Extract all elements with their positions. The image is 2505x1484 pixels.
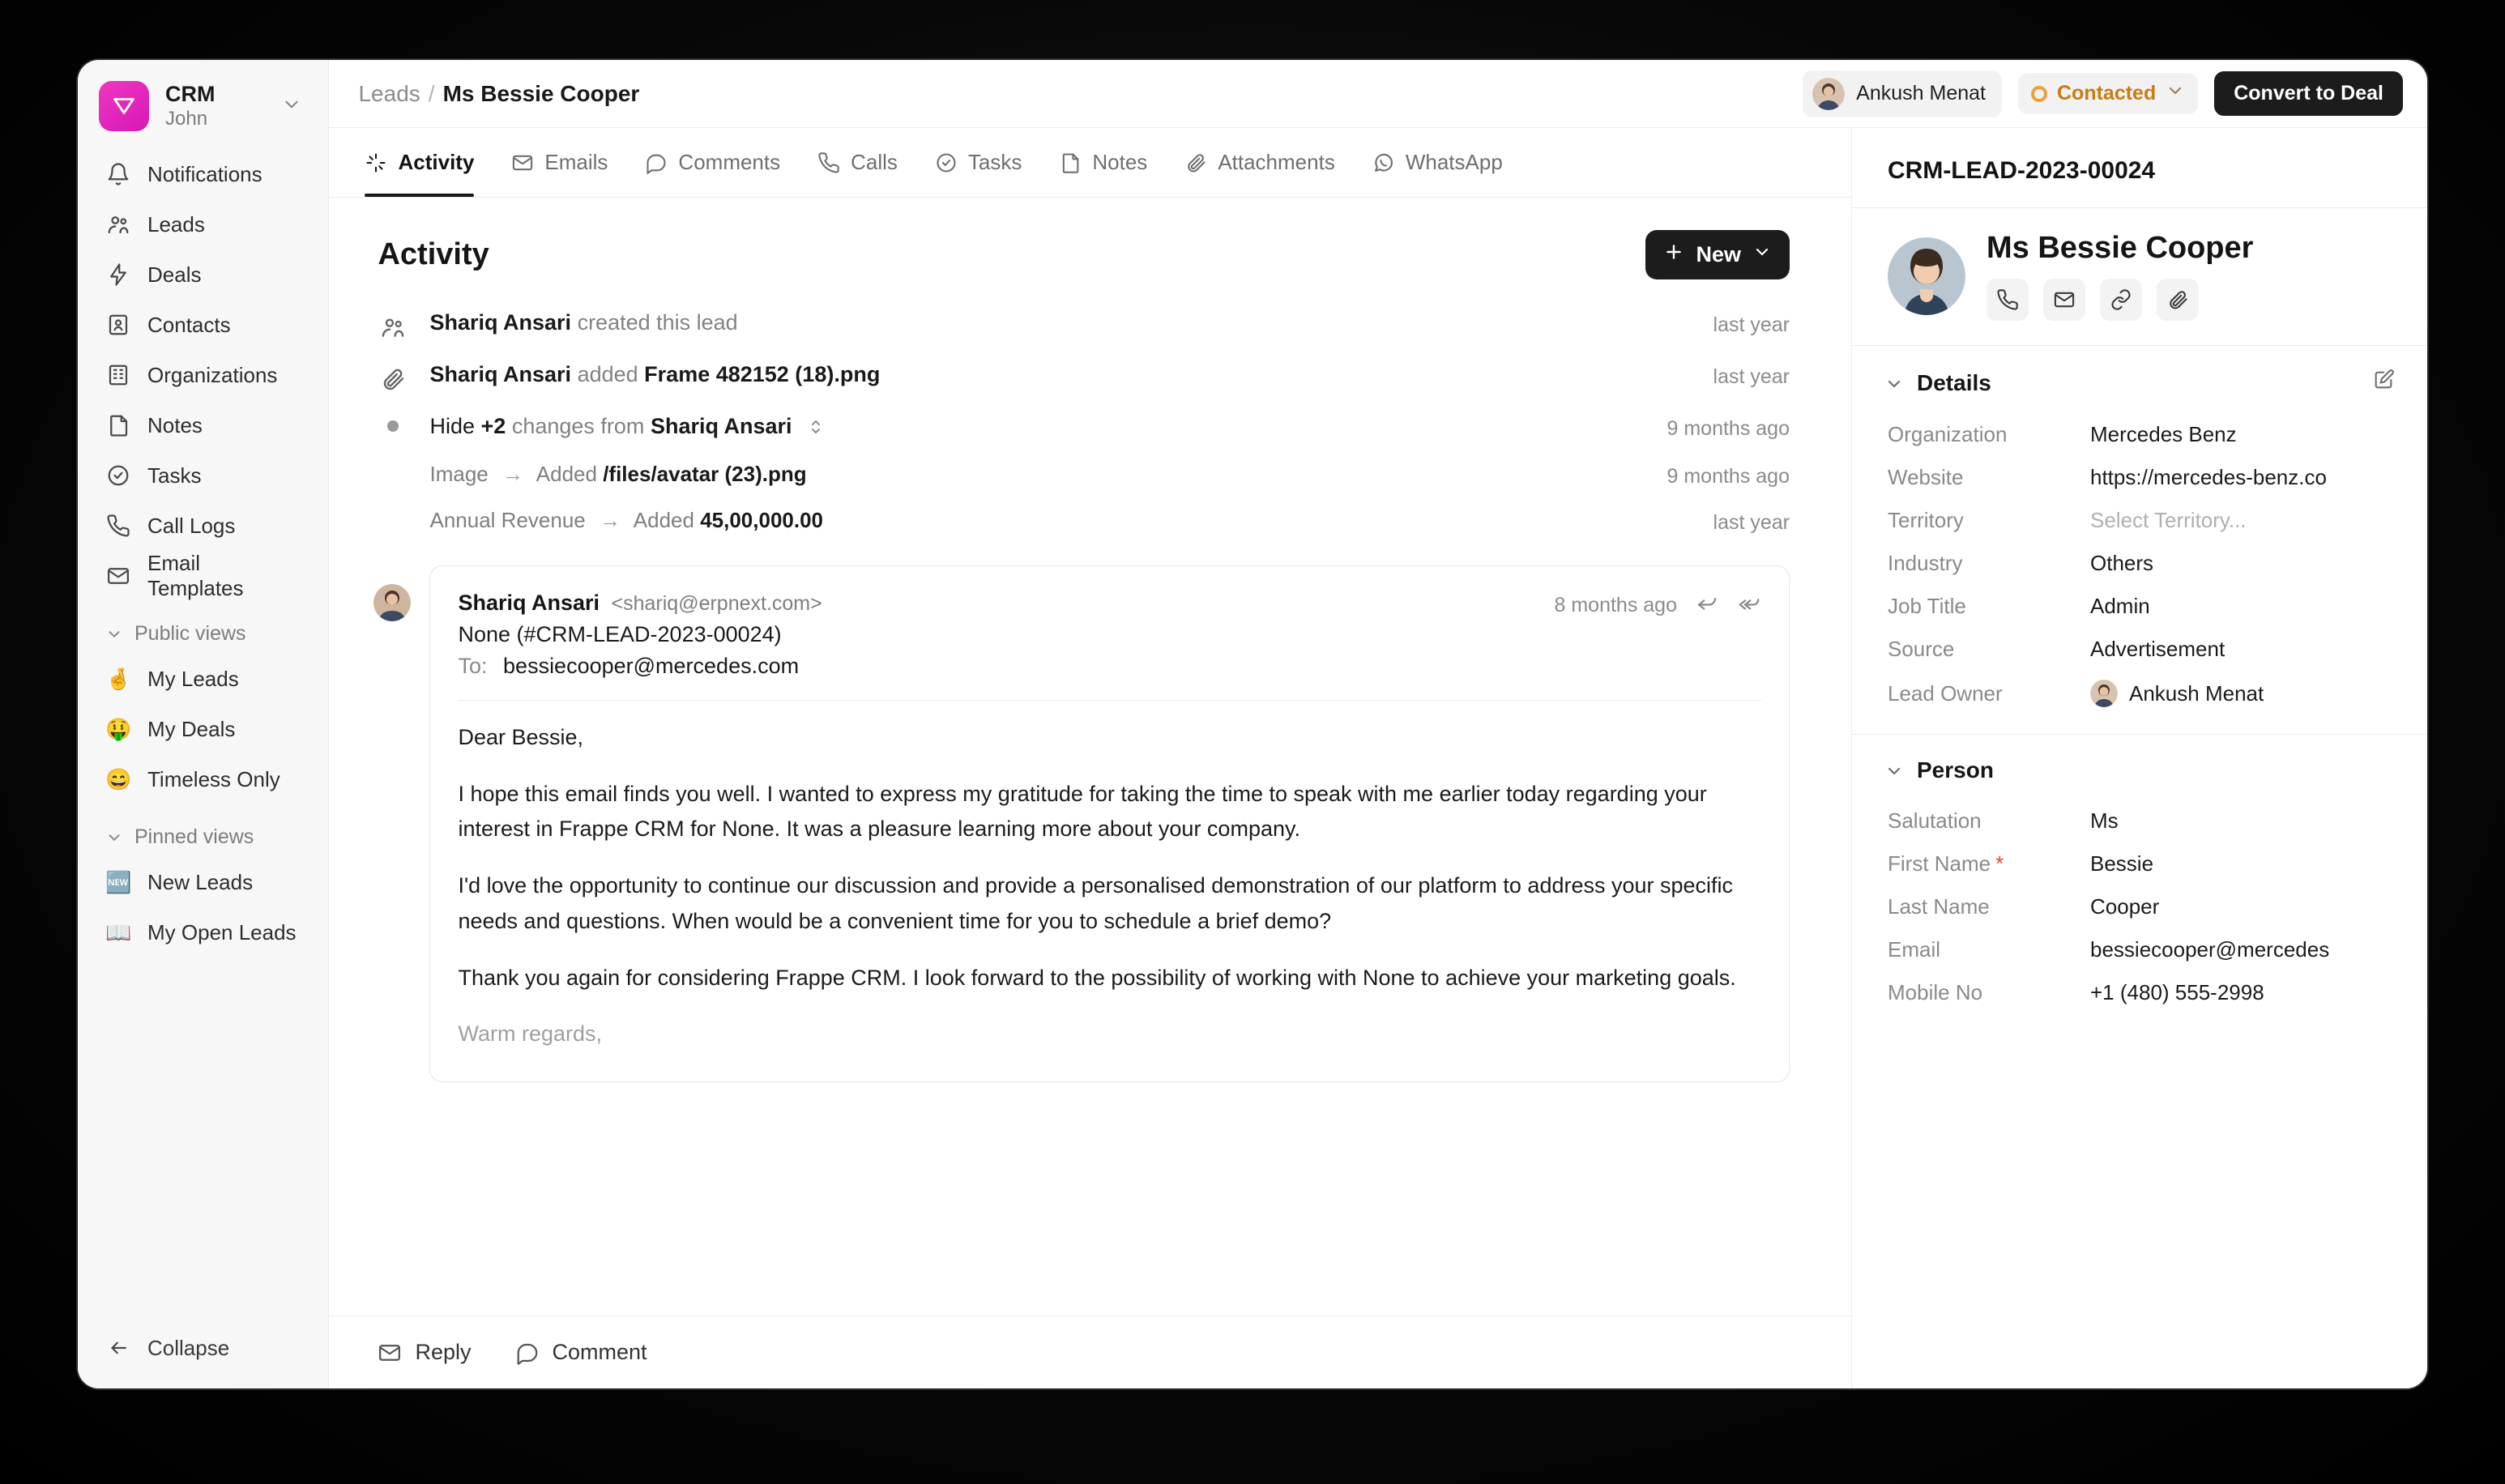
field-source[interactable] [1852,628,2427,671]
timeline-detail: Frame 482152 (18).png [644,362,881,386]
contact-icon [105,312,131,338]
tab-label: Calls [851,150,898,174]
tab-comments[interactable] [645,128,780,197]
timeline-actor: Shariq Ansari [429,362,572,386]
sidebar-public-views [78,654,328,804]
paperclip-icon [378,364,408,394]
collapse-sidebar-button[interactable] [78,1314,328,1388]
field-value: Mercedes Benz [2090,422,2237,446]
change-value: /files/avatar (23).png [603,462,807,486]
hide-label: Hide [429,414,476,438]
record-id: CRM-LEAD-2023-00024 [1852,128,2427,208]
field-label: Source [1888,637,1955,661]
email-paragraph: Thank you again for considering Frappe CRM. I look forward to the possibility of working with None to achieve your marketing goals. [458,965,1736,990]
field-mobile-no[interactable] [1852,971,2427,1014]
chevron-down-icon[interactable] [281,94,307,119]
new-emoji-icon: 🆕 [105,869,132,894]
convert-to-deal-button[interactable]: Convert to Deal [2214,71,2403,116]
change-field: Annual Revenue [429,508,586,532]
sidebar-group-pinned-views[interactable] [78,804,328,857]
timeline-changes-toggle[interactable] [429,414,1645,442]
activity-header [329,198,1851,301]
sidebar-group-public-views[interactable] [78,601,328,654]
timeline-entry [378,352,1790,404]
avatar [1812,78,1845,110]
tab-label: Attachments [1218,150,1335,174]
tab-calls[interactable] [817,128,898,197]
field-first-name[interactable] [1852,842,2427,885]
tab-label: Tasks [967,150,1022,174]
assignee-button[interactable] [1803,70,2002,117]
field-value: Ankush Menat [2129,680,2264,706]
timeline-change-row [378,452,1790,498]
email-to-label: To: [458,654,488,678]
field-value: Others [2090,551,2154,575]
field-label-text: First Name [1888,851,1991,876]
activity-feed [329,198,1851,1316]
book-emoji-icon: 📖 [105,919,132,945]
chevron-down-icon [105,829,123,846]
change-field: Image [429,462,489,486]
whatsapp-icon [1372,151,1395,174]
field-label: Email [1888,937,1941,962]
new-activity-label: New [1696,242,1741,267]
workspace-user: John [165,107,208,130]
record-name: Ms Bessie Cooper [1987,231,2254,265]
new-activity-button[interactable] [1645,230,1790,279]
tab-label: Emails [544,150,608,174]
change-verb: Added [536,462,597,486]
composer-bar [329,1316,1851,1388]
field-job-title[interactable] [1852,585,2427,628]
timeline-time: 9 months ago [1666,465,1790,488]
sidebar-item-label: Leads [147,211,205,237]
field-lead-owner[interactable] [1852,671,2427,716]
timeline-time: last year [1713,365,1790,388]
field-label [1888,851,2090,876]
status-label: Contacted [2057,82,2157,104]
email-sender-address: <shariq@erpnext.com> [611,592,822,615]
link-icon[interactable] [2100,279,2142,321]
field-salutation[interactable] [1852,800,2427,842]
sidebar [78,60,329,1388]
email-icon [511,151,534,174]
email-time: 8 months ago [1554,594,1677,616]
hand-emoji-icon: 🤞 [105,666,132,691]
arrow-right-icon: → [599,508,621,532]
timeline-dot-icon [378,420,408,432]
sidebar-item-label: Email Templates [147,551,244,600]
person-section-title: Person [1917,757,1994,783]
avatar[interactable] [1888,237,1965,315]
field-label: Industry [1888,551,1963,575]
breadcrumb-current: Ms Bessie Cooper [442,80,640,106]
money-face-emoji-icon: 🤑 [105,716,132,741]
sidebar-item-label: My Leads [147,666,239,691]
breadcrumb-separator: / [428,80,435,106]
email-subject: None (#CRM-LEAD-2023-00024) [458,622,782,646]
reply-icon[interactable] [1695,591,1719,620]
tab-whatsapp[interactable] [1372,128,1503,197]
task-icon [105,463,131,488]
timeline [329,301,1851,544]
avatar [2090,680,2118,707]
tab-emails[interactable] [511,128,608,197]
sidebar-item-new-leads[interactable] [94,857,312,907]
sidebar-item-label: New Leads [147,869,254,894]
field-value: Cooper [2090,894,2160,919]
mail-icon[interactable] [2043,279,2085,321]
topbar-actions [1803,70,2403,117]
field-value-wrapper [2090,680,2395,707]
tab-bar [329,128,1851,198]
main-area [329,60,2427,1388]
sidebar-item-contacts[interactable] [94,300,312,350]
crm-logo-icon [99,81,149,131]
field-label: Mobile No [1888,980,1983,1004]
page-title: Activity [378,237,489,271]
sidebar-item-label: Organizations [147,362,278,387]
sidebar-group-label: Pinned views [134,825,254,848]
tab-notes[interactable] [1059,128,1147,197]
details-section-header[interactable] [1852,346,2427,413]
changes-count: +2 [480,414,506,438]
email-body [458,701,1761,1052]
reply-button[interactable] [378,1340,471,1365]
tab-label: Comments [678,150,781,174]
phone-icon [817,151,840,174]
timeline-time: 9 months ago [1666,417,1790,440]
sidebar-item-tasks[interactable] [94,450,312,501]
phone-icon[interactable] [1987,279,2029,321]
field-value: Ms [2090,808,2119,833]
sidebar-item-label: My Open Leads [147,919,297,945]
timeline-action: added [577,362,638,386]
email-header [458,591,1761,679]
arrow-right-icon: → [501,462,523,486]
users-icon [378,312,408,343]
field-territory[interactable] [1852,499,2427,542]
sidebar-item-leads[interactable] [94,199,312,249]
field-value: Advertisement [2090,637,2225,661]
field-value: +1 (480) 555-2998 [2090,980,2264,1004]
timeline-change-row [378,498,1790,544]
change-text [429,462,1645,487]
timeline-time: last year [1713,511,1790,534]
details-section-title: Details [1917,369,1991,395]
sidebar-item-label: Notifications [147,161,262,186]
quick-actions [1987,279,2253,321]
status-dot-icon [2031,86,2047,102]
change-text [429,508,1692,533]
chevron-down-icon [105,625,123,643]
field-value: https://mercedes-benz.co [2090,465,2327,489]
comment-button[interactable] [515,1340,647,1365]
sidebar-item-email-templates[interactable] [94,551,312,601]
tab-tasks[interactable] [935,128,1022,197]
chevron-down-icon [1752,242,1772,267]
sort-toggle-icon[interactable] [806,417,826,442]
email-paragraph: I'd love the opportunity to continue our discussion and provide a personalised demonstration of our platform to address your specific needs and questions. When would be a convenient time for you to schedule a brief demo? [458,873,1734,933]
note-icon [1059,151,1082,174]
sidebar-item-organizations[interactable] [94,350,312,400]
field-label: Organization [1888,422,2008,446]
assignee-name: Ankush Menat [1856,82,1986,104]
mail-icon [105,563,131,589]
sidebar-item-label: My Deals [147,716,236,741]
email-recipient-line [458,654,821,679]
timeline-entry-text [429,362,1692,387]
sidebar-item-label: Contacts [147,312,231,337]
field-organization[interactable] [1852,413,2427,456]
field-value: Select Territory... [2090,508,2247,532]
collapse-label: Collapse [147,1335,230,1360]
tab-label: Activity [398,150,475,174]
status-badge[interactable] [2018,73,2198,114]
timeline-time: last year [1713,313,1790,336]
activity-icon [365,151,387,174]
field-website[interactable] [1852,456,2427,499]
paperclip-icon[interactable] [2157,279,2199,321]
person-section-header[interactable] [1852,735,2427,800]
reply-label: Reply [415,1340,472,1364]
sidebar-item-my-open-leads[interactable] [94,907,312,957]
details-panel [1852,128,2427,1388]
change-verb: Added [633,508,694,532]
breadcrumb [358,81,639,107]
activity-column [329,128,1852,1388]
timeline-action: created this lead [577,310,738,335]
bolt-icon [105,262,131,288]
check-circle-icon [935,151,958,174]
tab-label: Notes [1092,150,1148,174]
leads-icon [105,211,131,237]
smile-emoji-icon: 😄 [105,766,132,791]
field-email[interactable] [1852,928,2427,971]
required-indicator: * [1995,851,2004,876]
sidebar-nav [78,149,328,601]
sidebar-item-label: Call Logs [147,513,236,538]
comment-icon [645,151,668,174]
comment-label: Comment [552,1340,647,1364]
field-value: bessiecooper@mercedes [2090,937,2330,962]
edit-icon[interactable] [2372,369,2395,397]
sidebar-item-notifications[interactable] [94,149,312,199]
field-label: Last Name [1888,894,1990,919]
sidebar-item-label: Notes [147,412,203,437]
workspace-switcher[interactable] [78,60,328,149]
comment-icon [515,1341,540,1365]
sidebar-item-my-deals[interactable] [94,704,312,754]
timeline-entry-text [429,310,1692,335]
email-sender-line [458,591,821,616]
phone-icon [105,513,131,539]
reply-icon [378,1341,402,1365]
chevron-down-icon [1884,761,1904,780]
sidebar-item-timeless-only[interactable] [94,754,312,804]
timeline-changes-toggle-row [378,404,1790,452]
sidebar-item-label: Tasks [147,463,202,488]
field-industry[interactable] [1852,542,2427,585]
field-label: Lead Owner [1888,680,2003,706]
tab-label: WhatsApp [1405,150,1503,174]
chevron-down-icon [1884,373,1904,393]
avatar [373,584,411,621]
email-recipient: bessiecooper@mercedes.com [503,654,800,678]
field-label: Territory [1888,508,1964,532]
tab-attachments[interactable] [1184,128,1335,197]
sidebar-item-label: Deals [147,262,202,287]
sidebar-item-notes[interactable] [94,400,312,450]
sidebar-item-label: Timeless Only [147,766,280,791]
paperclip-icon [1184,151,1207,174]
sidebar-group-label: Public views [134,622,246,645]
plus-icon [1663,241,1684,268]
field-label: Website [1888,465,1964,489]
building-icon [105,362,131,388]
workspace-title: CRM [165,81,216,106]
email-paragraph: I hope this email finds you well. I wanted to express my gratitude for taking the time to speak with me earlier today regarding your interest in Frappe CRM for None. It was a pleasure learning more about your company. [458,781,1707,842]
changes-actor: Shariq Ansari [650,414,792,438]
change-value: 45,00,000.00 [700,508,824,532]
field-last-name[interactable] [1852,885,2427,928]
timeline-entry [378,301,1790,352]
field-value: Bessie [2090,851,2154,876]
field-label: Salutation [1888,808,1982,833]
collapse-icon [105,1335,131,1361]
tab-activity[interactable] [365,128,474,197]
record-person-header [1852,208,2427,346]
field-label: Job Title [1888,594,1966,618]
chevron-down-icon [2166,81,2185,106]
sidebar-pinned-views [78,857,328,957]
bell-icon [105,161,131,187]
email-card [429,565,1790,1082]
changes-middle: changes from [511,414,645,438]
email-sender: Shariq Ansari [458,591,600,615]
email-meta [1555,591,1762,620]
email-paragraph: Warm regards, [458,1021,603,1047]
content-split [329,128,2427,1388]
note-icon [105,412,131,438]
sidebar-item-deals[interactable] [94,249,312,300]
email-paragraph: Dear Bessie, [458,725,584,749]
topbar [329,60,2427,128]
field-value: Admin [2090,594,2150,618]
reply-all-icon[interactable] [1737,591,1761,620]
sidebar-item-call-logs[interactable] [94,501,312,551]
app-screen [78,60,2427,1388]
breadcrumb-leads[interactable]: Leads [358,80,420,106]
timeline-actor: Shariq Ansari [429,310,572,335]
sidebar-item-my-leads[interactable] [94,654,312,704]
